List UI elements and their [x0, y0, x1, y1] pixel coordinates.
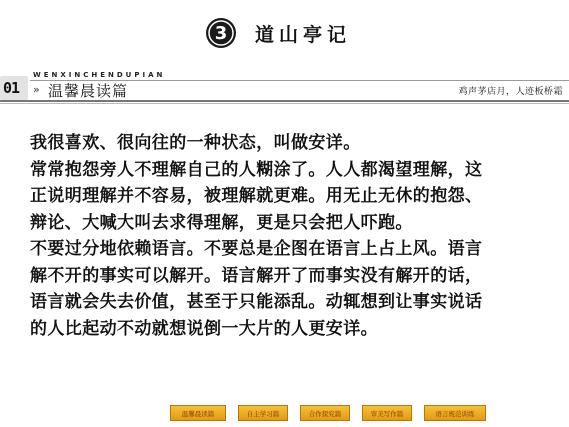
- lesson-number-badge: [205, 17, 237, 49]
- bottom-navigation: [170, 405, 486, 421]
- double-chevron-icon: »: [33, 83, 40, 96]
- paragraph: [30, 157, 560, 237]
- text-line: 的人比起动不动就想说倒一大片的人更安详。: [30, 318, 378, 339]
- nav-button-self-study[interactable]: 自主学习篇: [238, 405, 288, 421]
- nav-button-cooperative-inquiry[interactable]: 合作探究篇: [300, 405, 350, 421]
- section-pinyin: WENXINCHENDUPIAN: [33, 71, 166, 79]
- lesson-header: [205, 16, 351, 50]
- section-divider-bottom-thin: [0, 103, 569, 104]
- nav-button-warm-reading[interactable]: 温馨晨读篇: [170, 405, 226, 421]
- paragraph: [30, 130, 560, 157]
- section-number: 01: [3, 79, 20, 97]
- section-header: [0, 70, 569, 106]
- section-motto: 鸡声茅店月，人迹板桥霜: [458, 87, 563, 97]
- nav-button-language-training[interactable]: 语言规范训练: [424, 405, 486, 421]
- text-line: 解不开的事实可以解开。语言解开了而事实没有解开的话，: [30, 265, 483, 286]
- text-line: 辩论、大喊大叫去求得理解，更是只会把人吓跑。: [30, 212, 413, 233]
- text-line: 正说明理解并不容易，被理解就更难。用无止无休的抱怨、: [30, 186, 483, 206]
- nav-button-aesthetic-writing[interactable]: 审美写作篇: [362, 405, 412, 421]
- section-divider-bottom: [0, 100, 569, 102]
- text-line: 语言就会失去价值，甚至于只能添乱。动辄想到让事实说话: [30, 292, 483, 312]
- lesson-number: 3: [214, 22, 228, 44]
- text-line: 常常抱怨旁人不理解自己的人糊涂了。人人都渴望理解，这: [30, 159, 483, 180]
- paragraph: [30, 236, 560, 342]
- reading-passage: [30, 130, 560, 342]
- section-title: 温馨晨读篇: [48, 82, 129, 100]
- text-line: 我很喜欢、很向往的一种状态，叫做安详。: [30, 133, 361, 153]
- lesson-title: 道山亭记: [255, 23, 352, 46]
- text-line: 不要过分地依赖语言。不要总是企图在语言上占上风。语言: [30, 239, 483, 259]
